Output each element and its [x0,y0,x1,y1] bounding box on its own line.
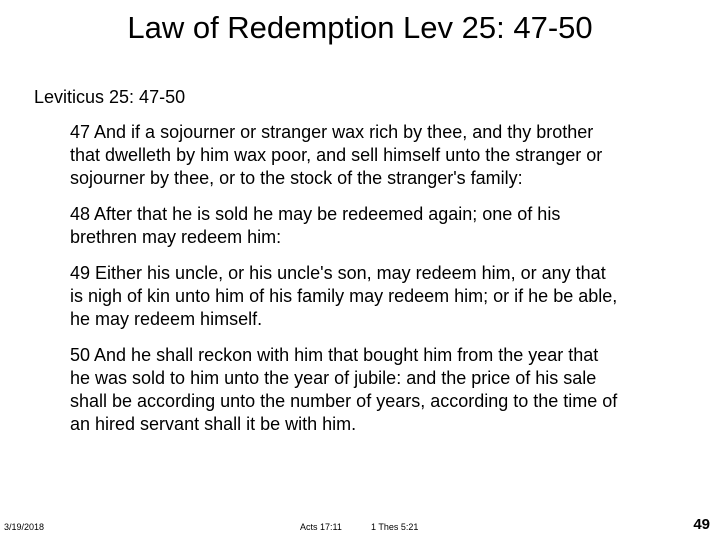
verse-line: an hired servant shall it be with him. [70,414,357,434]
verse-48 [70,203,700,249]
verse-line: 49 Either his uncle, or his uncle's son, may redeem him, or any that [70,263,606,283]
verse-line: brethren may redeem him: [70,227,282,247]
verse-line: he was sold to him unto the year of jubile: and the price of his sale [70,368,597,388]
footer-reference: 1 Thes 5:21 [371,522,419,532]
verse-line: is nigh of kin unto him of his family may redeem him; or if he be able, [70,286,618,306]
verse-list [70,121,700,449]
verse-line: he may redeem himself. [70,309,263,329]
verse-49 [70,262,700,331]
verse-line: sojourner by thee, or to the stock of the stranger's family: [70,168,523,188]
verse-47 [70,121,700,190]
page-number: 49 [693,516,710,533]
verse-50 [70,344,700,436]
verse-line: 47 And if a sojourner or stranger wax rich by thee, and thy brother [70,122,594,142]
verse-line: 50 And he shall reckon with him that bought him from the year that [70,345,599,365]
verse-line: shall be according unto the number of years, according to the time of [70,391,618,411]
footer-reference: Acts 17:11 [300,522,342,532]
verse-line: 48 After that he is sold he may be redeemed again; one of his [70,204,561,224]
scripture-heading: Leviticus 25: 47-50 [34,87,186,107]
verse-line: that dwelleth by him wax poor, and sell himself unto the stranger or [70,145,603,165]
slide-title: Law of Redemption Lev 25: 47-50 [127,10,593,45]
footer-date: 3/19/2018 [4,522,45,532]
